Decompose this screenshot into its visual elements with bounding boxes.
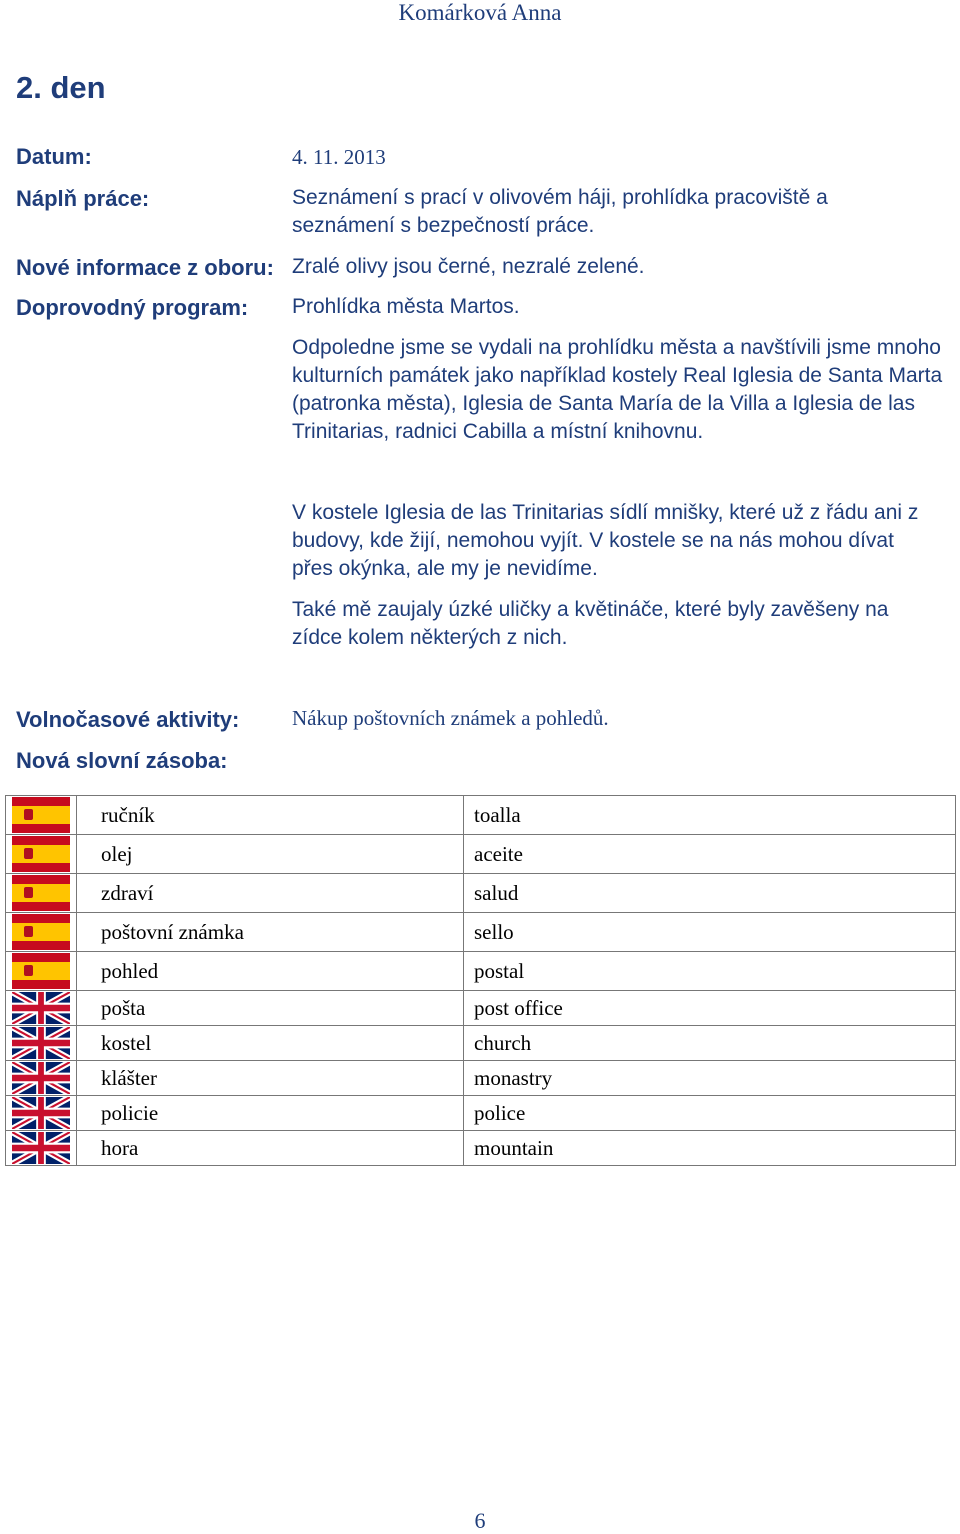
vocab-row [6, 991, 956, 1026]
vocab-flag-cell [6, 874, 77, 913]
vocab-foreign-word: salud [464, 874, 956, 913]
uk-flag-icon [6, 1097, 76, 1129]
vocab-flag-cell [6, 835, 77, 874]
vocab-foreign-word: monastry [464, 1061, 956, 1096]
vocab-row [6, 913, 956, 952]
vocab-foreign-word: sello [464, 913, 956, 952]
vocab-czech-word: policie [77, 1096, 464, 1131]
program-paragraph-3: Také mě zaujaly úzké uličky a květináče, které byly zavěšeny na zídce kolem některých z nich. [292, 598, 889, 649]
vocab-flag-cell [6, 1026, 77, 1061]
vocab-flag-cell [6, 991, 77, 1026]
work-value: Seznámení s prací v olivovém háji, prohlídka pracoviště a seznámení s bezpečností práce. [292, 186, 828, 237]
vocab-foreign-word: postal [464, 952, 956, 991]
vocab-row [6, 1131, 956, 1166]
spain-flag-icon [12, 953, 70, 989]
vocab-foreign-word: aceite [464, 835, 956, 874]
vocab-czech-word: ručník [77, 796, 464, 835]
vocab-row [6, 835, 956, 874]
vocab-label: Nová slovní zásoba: [16, 748, 228, 773]
vocab-czech-word: pohled [77, 952, 464, 991]
vocab-czech-word: hora [77, 1131, 464, 1166]
vocab-flag-cell [6, 796, 77, 835]
spain-flag-icon [12, 914, 70, 950]
vocab-foreign-word: toalla [464, 796, 956, 835]
vocab-czech-word: zdraví [77, 874, 464, 913]
work-label: Náplň práce: [16, 186, 150, 211]
vocab-foreign-word: police [464, 1096, 956, 1131]
vocab-foreign-word: post office [464, 991, 956, 1026]
vocab-flag-cell [6, 913, 77, 952]
vocab-czech-word: kostel [77, 1026, 464, 1061]
leisure-value: Nákup poštovních známek a pohledů. [292, 706, 609, 730]
spain-flag-icon [12, 875, 70, 911]
program-paragraph-2: V kostele Iglesia de las Trinitarias sídlí mnišky, které už z řádu ani z budovy, kde žijí, nemohou vyjít. V kostele se na nás mohou dívat přes okýnka, ale my je nevidíme. [292, 501, 919, 580]
vocab-foreign-word: mountain [464, 1131, 956, 1166]
vocab-czech-word: pošta [77, 991, 464, 1026]
vocab-flag-cell [6, 1096, 77, 1131]
page-number: 6 [474, 1508, 486, 1533]
uk-flag-icon [6, 1027, 76, 1059]
vocab-czech-word: poštovní známka [77, 913, 464, 952]
vocab-row [6, 874, 956, 913]
uk-flag-icon [6, 1062, 76, 1094]
vocab-foreign-word: church [464, 1026, 956, 1061]
uk-flag-icon [6, 992, 76, 1024]
vocabulary-table [5, 795, 956, 1166]
vocab-czech-word: klášter [77, 1061, 464, 1096]
vocab-row [6, 1061, 956, 1096]
news-value: Zralé olivy jsou černé, nezralé zelené. [292, 255, 645, 278]
vocab-czech-word: olej [77, 835, 464, 874]
vocab-row [6, 952, 956, 991]
date-value: 4. 11. 2013 [292, 145, 386, 169]
date-label: Datum: [16, 144, 92, 169]
spain-flag-icon [12, 836, 70, 872]
vocab-row [6, 1096, 956, 1131]
vocab-flag-cell [6, 1061, 77, 1096]
vocab-flag-cell [6, 952, 77, 991]
news-label: Nové informace z oboru: [16, 255, 274, 280]
vocab-flag-cell [6, 1131, 77, 1166]
day-title: 2. den [16, 70, 106, 105]
program-value: Prohlídka města Martos. [292, 295, 520, 318]
uk-flag-icon [6, 1132, 76, 1164]
vocab-row [6, 796, 956, 835]
leisure-label: Volnočasové aktivity: [16, 707, 240, 732]
program-paragraph-1: Odpoledne jsme se vydali na prohlídku města a navštívili jsme mnoho kulturních památek jako například kostely Real Iglesia de Santa Marta (patronka města), Iglesia de Santa María de la Villa a Iglesia de las Trinitarias, radnici Cabilla a místní knihovnu. [292, 336, 943, 443]
program-label: Doprovodný program: [16, 295, 249, 320]
page-header-author: Komárková Anna [398, 0, 562, 25]
spain-flag-icon [12, 797, 70, 833]
vocab-row [6, 1026, 956, 1061]
